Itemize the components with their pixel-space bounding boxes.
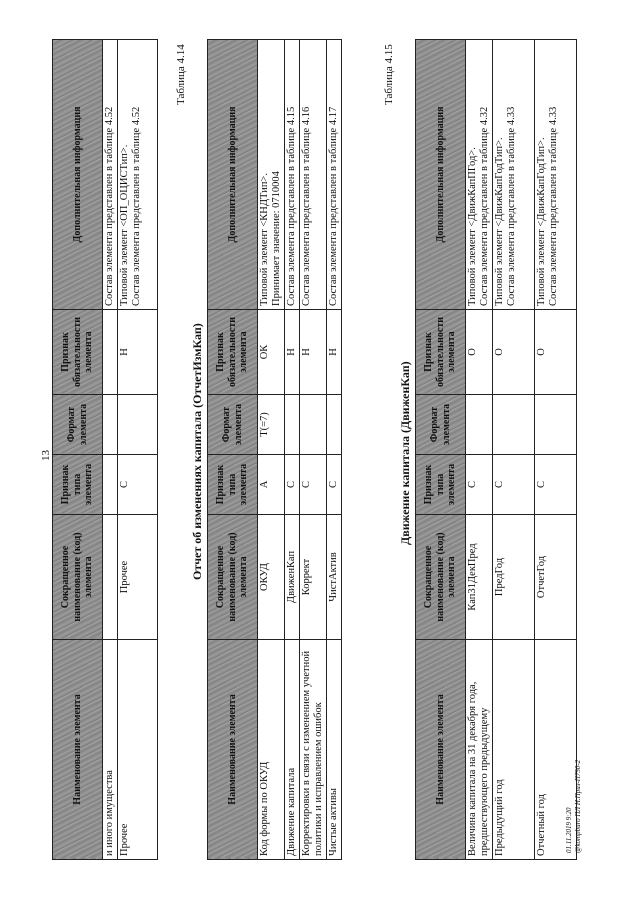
cell-format	[535, 395, 577, 455]
table-dvizhenkap	[415, 39, 577, 860]
col-required-header: Признак обязательности элемента	[53, 310, 103, 395]
cell-required: Н	[327, 310, 342, 395]
table-row	[118, 40, 158, 860]
cell-format	[327, 395, 342, 455]
info-line: Принимает значение: 0710004	[271, 171, 283, 306]
table-row	[466, 40, 493, 860]
cell-format	[285, 395, 300, 455]
cell-name: Отчетный год	[535, 640, 577, 860]
cell-required: Н	[300, 310, 327, 395]
col-format-header: Формат элемента	[53, 395, 103, 455]
col-required-header: Признак обязательности элемента	[208, 310, 258, 395]
table-header-row	[416, 40, 466, 860]
cell-info	[466, 40, 493, 310]
table-row	[493, 40, 535, 860]
footer-line: 01.11.2019 9:20	[565, 807, 573, 853]
cell-name: Величина капитала на 31 декабря года, предшествующего предыдущему	[466, 640, 493, 860]
cell-info: Состав элемента представлен в таблице 4.16	[300, 40, 327, 310]
table-otchetizmkap	[207, 39, 342, 860]
cell-required: О	[535, 310, 577, 395]
cell-required: О	[493, 310, 535, 395]
footer-stamp	[565, 760, 583, 853]
cell-required	[103, 310, 118, 395]
cell-format	[118, 395, 158, 455]
col-name-header: Наименование элемента	[208, 640, 258, 860]
cell-info: Состав элемента представлен в таблице 4.52	[103, 40, 118, 310]
cell-name: Предыдущий год	[493, 640, 535, 860]
table-caption: Движение капитала (ДвиженКап)	[398, 361, 412, 545]
cell-type: С	[493, 455, 535, 515]
cell-name: Движение капитала	[285, 640, 300, 860]
cell-name: Корректировки в связи с изменением учетной политики и исправлением ошибок	[300, 640, 327, 860]
cell-code: Кап31ДекПред	[466, 515, 493, 640]
cell-format	[103, 395, 118, 455]
col-format-header: Формат элемента	[416, 395, 466, 455]
cell-code: Прочее	[118, 515, 158, 640]
cell-required: О	[466, 310, 493, 395]
cell-format	[493, 395, 535, 455]
cell-name: Чистые активы	[327, 640, 342, 860]
info-line: Типовой элемент <ОП_ОЦИСТип>.	[119, 144, 131, 306]
col-required-header: Признак обязательности элемента	[416, 310, 466, 395]
cell-code	[103, 515, 118, 640]
table-row	[327, 40, 342, 860]
cell-format	[300, 395, 327, 455]
cell-required: Н	[118, 310, 158, 395]
cell-type: С	[535, 455, 577, 515]
col-name-header: Наименование элемента	[416, 640, 466, 860]
col-info-header: Дополнительная информация	[53, 40, 103, 310]
cell-info: Состав элемента представлен в таблице 4.17	[327, 40, 342, 310]
cell-name: Код формы по ОКУД	[258, 640, 285, 860]
info-line: Типовой элемент <ДвижКапПГод>.	[467, 147, 478, 306]
info-line: Состав элемента представлен в таблице 4.52	[131, 106, 143, 306]
cell-format	[466, 395, 493, 455]
cell-code: Коррект	[300, 515, 327, 640]
info-line: Типовой элемент <ДвижКапГодТип>.	[494, 137, 506, 306]
cell-required: ОК	[258, 310, 285, 395]
cell-code: ПредГод	[493, 515, 535, 640]
cell-name: и иного имущества	[103, 640, 118, 860]
table-row	[285, 40, 300, 860]
col-info-header: Дополнительная информация	[208, 40, 258, 310]
table-header-row	[208, 40, 258, 860]
cell-info: Состав элемента представлен в таблице 4.15	[285, 40, 300, 310]
cell-info	[493, 40, 535, 310]
col-info-header: Дополнительная информация	[416, 40, 466, 310]
cell-info	[535, 40, 577, 310]
table-row	[258, 40, 285, 860]
col-type-header: Признак типа элемента	[208, 455, 258, 515]
table-row	[535, 40, 577, 860]
cell-code: ОКУД	[258, 515, 285, 640]
footer-line: @kompburo ПЛ Н.Приз-П750-2	[574, 759, 583, 853]
cell-code: ОтчетГод	[535, 515, 577, 640]
col-format-header: Формат элемента	[208, 395, 258, 455]
cell-name: Прочее	[118, 640, 158, 860]
table-caption: Отчет об изменениях капитала (ОтчетИзмКап)	[190, 323, 204, 580]
table-label: Таблица 4.14	[175, 44, 187, 105]
col-code-header: Сокращенное наименование (код) элемента	[53, 515, 103, 640]
col-code-header: Сокращенное наименование (код) элемента	[208, 515, 258, 640]
table-row	[300, 40, 327, 860]
col-type-header: Признак типа элемента	[416, 455, 466, 515]
col-type-header: Признак типа элемента	[53, 455, 103, 515]
info-line: Состав элемента представлен в таблице 4.33	[548, 106, 560, 306]
cell-code: ДвиженКап	[285, 515, 300, 640]
info-line: Состав элемента представлен в таблице 4.32	[479, 106, 491, 306]
cell-type: С	[300, 455, 327, 515]
table-label: Таблица 4.15	[383, 44, 395, 105]
cell-info	[118, 40, 158, 310]
table-header-row	[53, 40, 103, 860]
cell-info	[258, 40, 285, 310]
cell-code: ЧистАктив	[327, 515, 342, 640]
table-row	[103, 40, 118, 860]
cell-type: С	[327, 455, 342, 515]
col-name-header: Наименование элемента	[53, 640, 103, 860]
col-code-header: Сокращенное наименование (код) элемента	[416, 515, 466, 640]
info-line: Типовой элемент <ДвижКапГодТип>.	[536, 137, 548, 306]
cell-required: Н	[285, 310, 300, 395]
info-line: Состав элемента представлен в таблице 4.33	[506, 106, 518, 306]
cell-type: С	[285, 455, 300, 515]
cell-type: С	[466, 455, 493, 515]
cell-type: А	[258, 455, 285, 515]
cell-format: T(=7)	[258, 395, 285, 455]
page-number: 13	[40, 450, 52, 461]
table-continuation	[52, 39, 158, 860]
info-line: Типовой элемент <КНДТип>.	[259, 173, 270, 306]
cell-type: С	[118, 455, 158, 515]
cell-type	[103, 455, 118, 515]
